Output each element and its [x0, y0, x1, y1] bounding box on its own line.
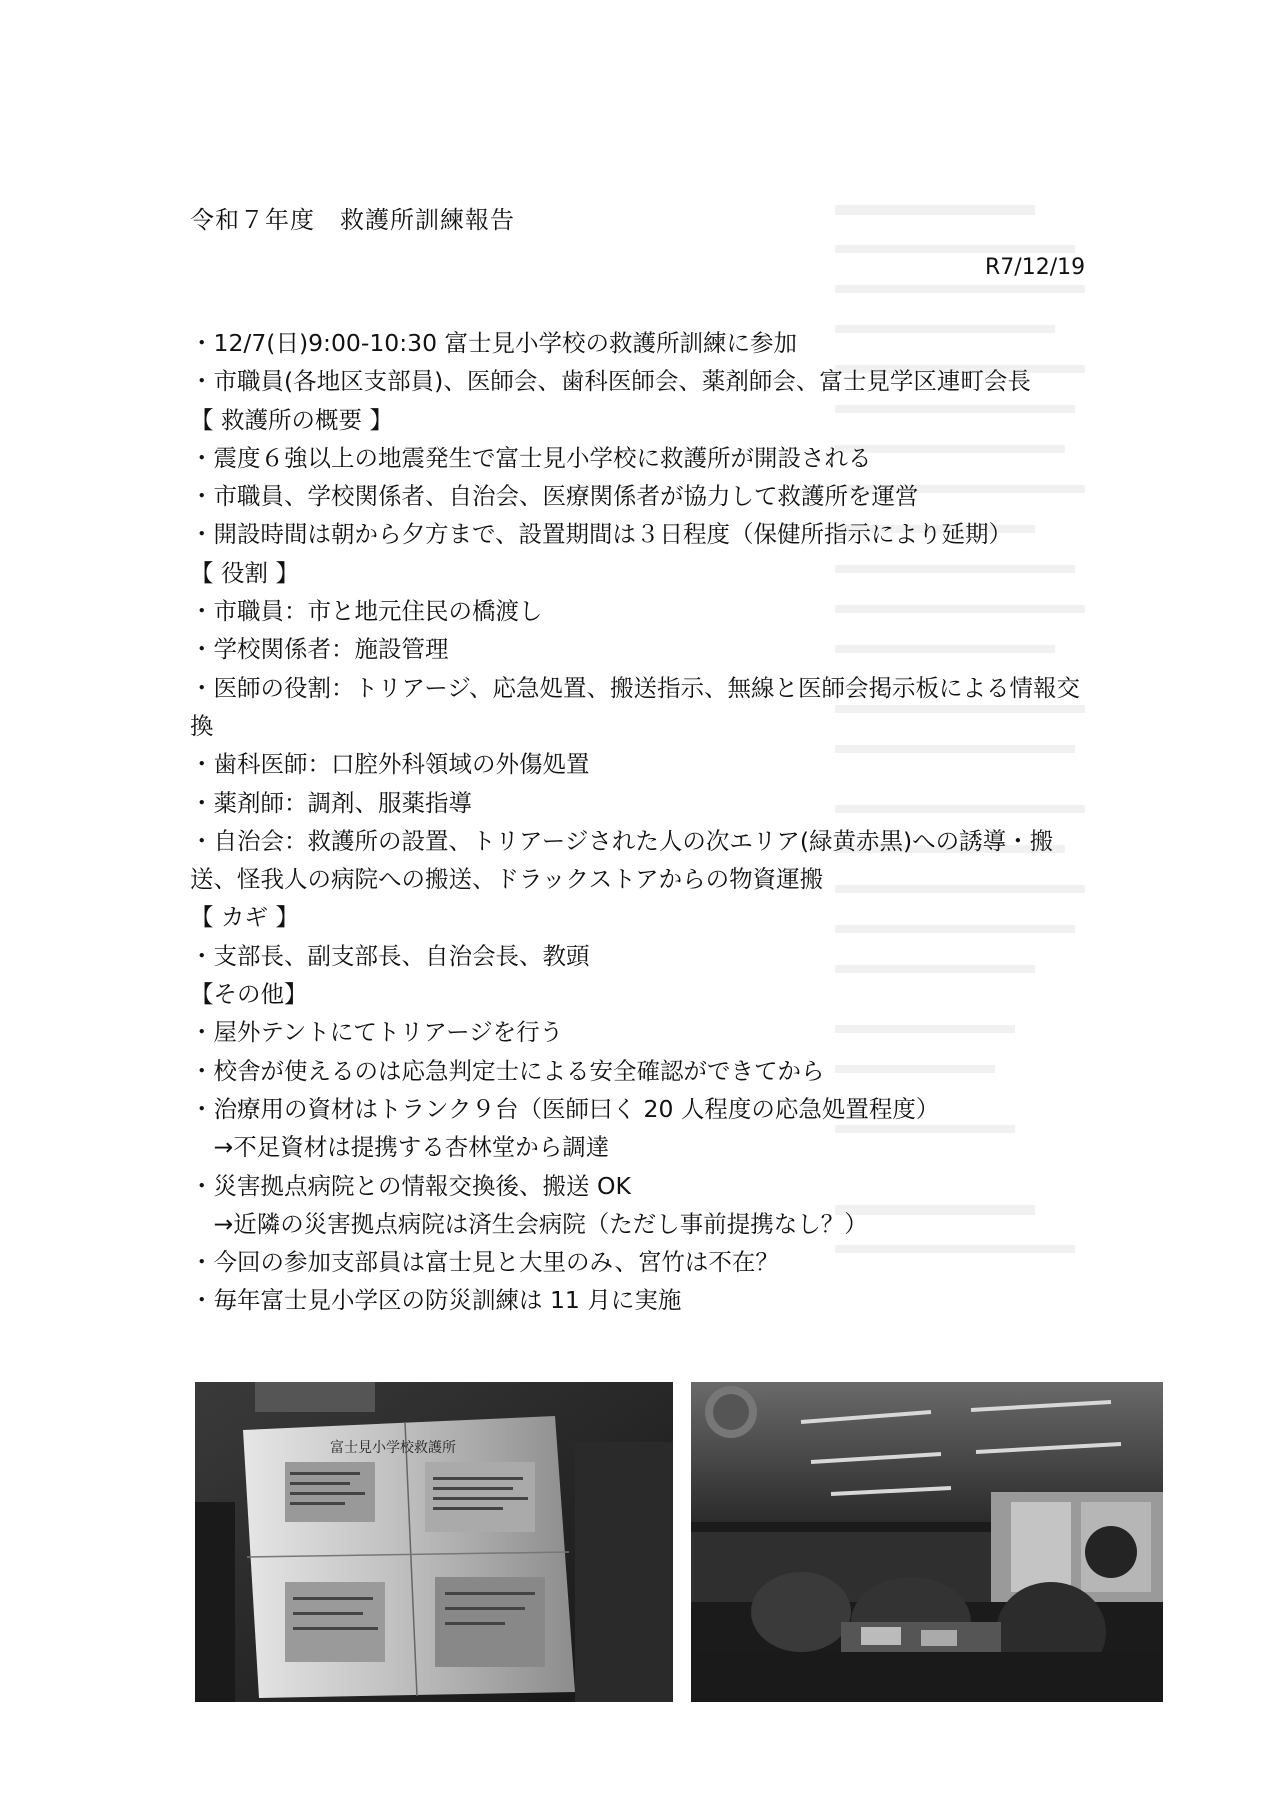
body-line: ・支部長、副支部長、自治会長、教頭	[190, 941, 590, 970]
poster-photo	[195, 1382, 673, 1702]
section-heading: 【 役割 】	[190, 558, 299, 587]
body-line: ・自治会：救護所の設置、トリアージされた人の次エリア(緑黄赤黒)への誘導・搬送、怪我人の病院への搬送、ドラックストアからの物資運搬	[190, 826, 1054, 894]
body-line: ・薬剤師：調剤、服薬指導	[190, 788, 472, 817]
body-line: ・市職員：市と地元住民の橋渡し	[190, 597, 543, 626]
body-line: ・医師の役割：トリアージ、応急処置、搬送指示、無線と医師会掲示板による情報交換	[190, 673, 1080, 740]
body-line: ・毎年富士見小学区の防災訓練は 11 月に実施	[190, 1286, 682, 1315]
document-body	[190, 324, 1090, 1320]
body-line: ・校舎が使えるのは応急判定士による安全確認ができてから	[190, 1056, 825, 1085]
body-line: ・12/7(日)9:00-10:30 富士見小学校の救護所訓練に参加	[190, 329, 798, 357]
body-line: ・屋外テントにてトリアージを行う	[190, 1018, 564, 1047]
section-heading: 【 カギ 】	[190, 903, 299, 932]
body-line: ・市職員(各地区支部員)、医師会、歯科医師会、薬剤師会、富士見学区連町会長	[190, 367, 1031, 396]
body-line: ・学校関係者：施設管理	[190, 635, 449, 664]
document-title: 令和７年度 救護所訓練報告	[190, 206, 515, 234]
body-line: ・災害拠点病院との情報交換後、搬送 OK	[190, 1171, 631, 1200]
document-date: R7/12/19	[985, 255, 1086, 280]
body-line: ・開設時間は朝から夕方まで、設置期間は３日程度（保健所指示により延期）	[190, 520, 1013, 549]
photo-row	[195, 1382, 1273, 1702]
body-line: →近隣の災害拠点病院は済生会病院（ただし事前提携なし？）	[190, 1209, 868, 1238]
body-line: ・震度６強以上の地震発生で富士見小学校に救護所が開設される	[190, 443, 872, 472]
body-line: →不足資材は提携する杏林堂から調達	[190, 1133, 610, 1162]
section-heading: 【その他】	[190, 980, 308, 1009]
body-line: ・市職員、学校関係者、自治会、医療関係者が協力して救護所を運営	[190, 482, 919, 511]
body-line: ・今回の参加支部員は富士見と大里のみ、宮竹は不在？	[190, 1248, 779, 1277]
body-line: ・治療用の資材はトランク９台（医師曰く 20 人程度の応急処置程度）	[190, 1094, 940, 1123]
classroom-photo	[691, 1382, 1163, 1702]
poster-title: 富士見小学校救護所	[330, 1440, 456, 1456]
section-heading: 【 救護所の概要 】	[190, 405, 393, 434]
body-line: ・歯科医師：口腔外科領域の外傷処置	[190, 750, 590, 779]
